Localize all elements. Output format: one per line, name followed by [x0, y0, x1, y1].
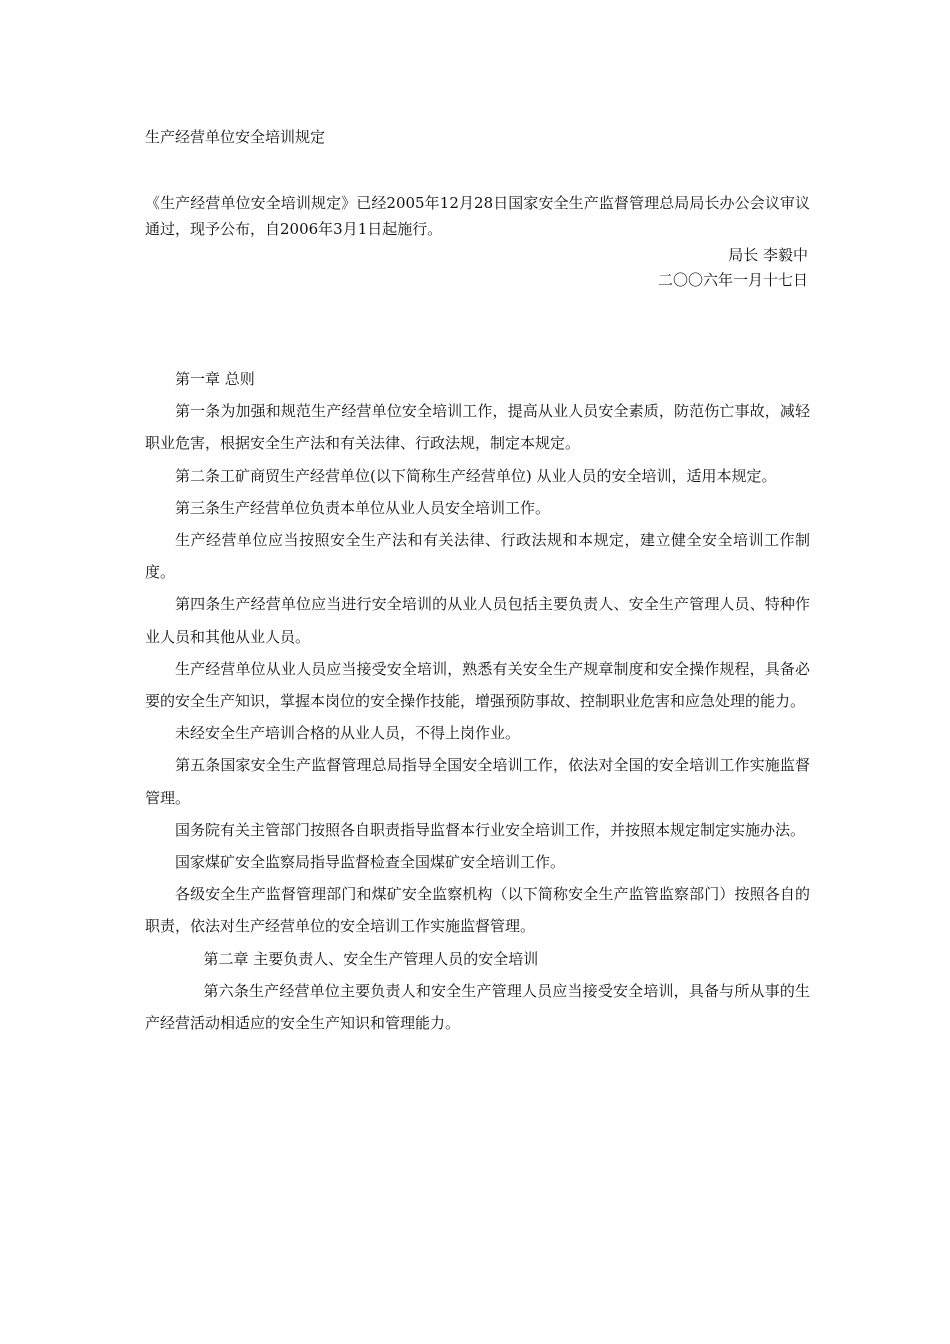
chapter-1-heading: 第一章 总则: [175, 370, 255, 388]
article-5-clause-3: 各级安全生产监督管理部门和煤矿安全监察机构（以下简称安全生产监管监察部门）按照各自的职责，依法对生产经营单位的安全培训工作实施监督管理。: [145, 885, 810, 936]
article-3-clause: 生产经营单位应当按照安全生产法和有关法律、行政法规和本规定，建立健全安全培训工作制度。: [145, 531, 810, 582]
article-4-clause-1: 生产经营单位从业人员应当接受安全培训，熟悉有关安全生产规章制度和安全操作规程，具备必要的安全生产知识，掌握本岗位的安全操作技能，增强预防事故、控制职业危害和应急处理的能力。: [145, 659, 810, 711]
article-3: 第三条生产经营单位负责本单位从业人员安全培训工作。: [175, 498, 551, 517]
article-4-clause-2: 未经安全生产培训合格的从业人员，不得上岗作业。: [175, 724, 521, 743]
article-1: 第一条为加强和规范生产经营单位安全培训工作，提高从业人员安全素质，防范伤亡事故，减轻职业危害，根据安全生产法和有关法律、行政法规，制定本规定。: [145, 402, 810, 453]
decree-statement: 《生产经营单位安全培训规定》已经2005年12月28日国家安全生产监督管理总局局长办公会议审议通过，现予公布，自2006年3月1日起施行。: [145, 194, 810, 238]
article-2: 第二条工矿商贸生产经营单位(以下简称生产经营单位) 从业人员的安全培训，适用本规定。: [175, 466, 777, 485]
signer: 局长 李毅中: [728, 246, 808, 264]
article-5-clause-1: 国务院有关主管部门按照各自职责指导监督本行业安全培训工作，并按照本规定制定实施办法。: [175, 820, 806, 839]
sign-date: 二〇〇六年一月十七日: [657, 271, 808, 289]
regulation-body: [145, 363, 810, 1039]
article-4: 第四条生产经营单位应当进行安全培训的从业人员包括主要负责人、安全生产管理人员、特种作业人员和其他从业人员。: [145, 595, 810, 646]
chapter-2-heading: 第二章 主要负责人、安全生产管理人员的安全培训: [203, 949, 539, 968]
article-6: 第六条生产经营单位主要负责人和安全生产管理人员应当接受安全培训，具备与所从事的生产经营活动相适应的安全生产知识和管理能力。: [145, 981, 810, 1033]
article-5: 第五条国家安全生产监督管理总局指导全国安全培训工作，依法对全国的安全培训工作实施监督管理。: [145, 756, 810, 807]
article-5-clause-2: 国家煤矿安全监察局指导监督检查全国煤矿安全培训工作。: [175, 853, 566, 872]
document-title: 生产经营单位安全培训规定: [145, 128, 326, 146]
